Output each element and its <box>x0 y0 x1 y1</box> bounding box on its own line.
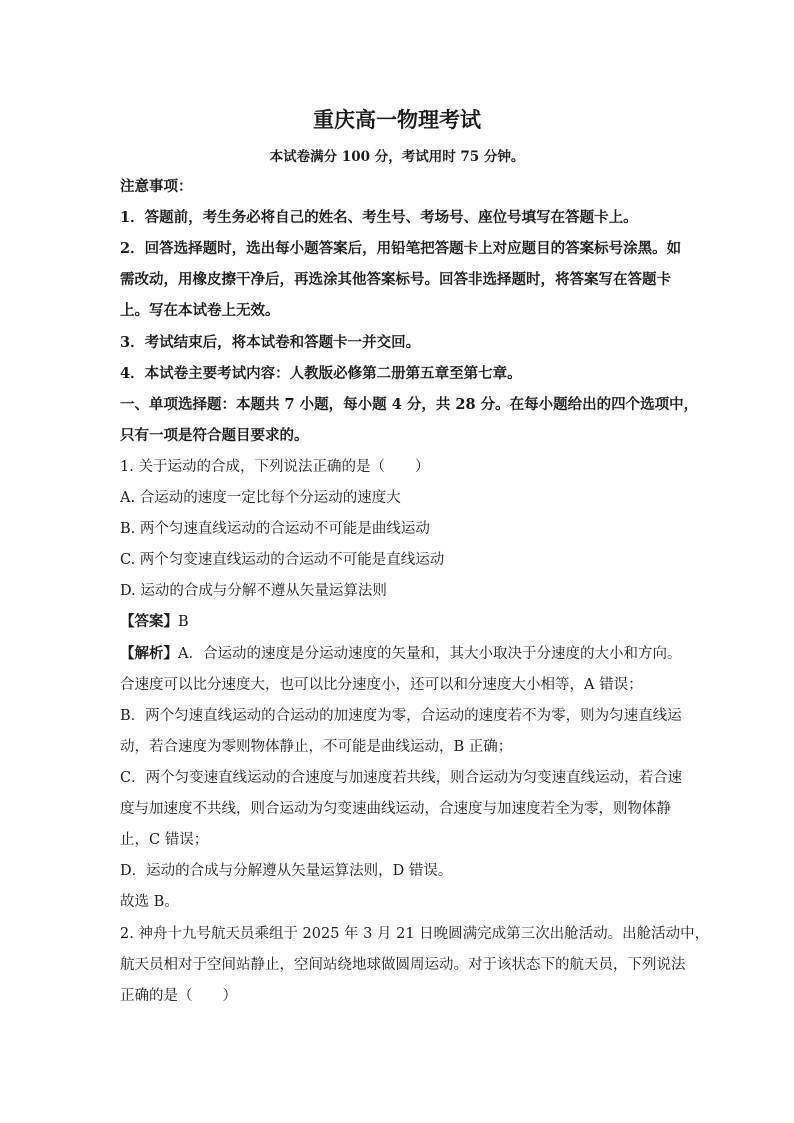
analysis-line-1 <box>120 644 680 664</box>
question-1-stem-close: ） <box>414 459 430 475</box>
note-item-2-line-3: 上。写在本试卷上无效。 <box>120 302 280 319</box>
section-heading-line-2: 只有一项是符合题目要求的。 <box>120 427 309 444</box>
option-b: B. 两个匀速直线运动的合运动不可能是曲线运动 <box>120 521 430 537</box>
analysis-line-4: 动，若合速度为零则物体静止，不可能是曲线运动，B 正确； <box>120 739 513 755</box>
note-item-2-line-2: 需改动，用橡皮擦干净后，再选涂其他答案标号。回答非选择题时，将答案写在答题卡 <box>120 271 671 288</box>
note-item-1: 1．答题前，考生务必将自己的姓名、考生号、考场号、座位号填写在答题卡上。 <box>120 209 638 226</box>
analysis-line-3: B．两个匀速直线运动的合运动的加速度为零，合运动的速度若不为零，则为匀速直线运 <box>120 708 682 724</box>
notes-heading: 注意事项： <box>120 178 193 195</box>
analysis-text-1: A．合运动的速度是分运动速度的矢量和，其大小取决于分速度的大小和方向。 <box>178 646 682 662</box>
analysis-line-8: D．运动的合成与分解遵从矢量运算法则，D 错误。 <box>120 863 453 879</box>
option-a: A. 合运动的速度一定比每个分运动的速度大 <box>120 490 401 506</box>
note-item-2-line-1: 2．回答选择题时，选出每小题答案后，用铅笔把答题卡上对应题目的答案标号涂黑。如 <box>120 240 682 257</box>
analysis-line-5: C．两个匀变速直线运动的合速度与加速度若共线，则合运动为匀变速直线运动，若合速 <box>120 770 683 786</box>
question-1-stem-text: 1. 关于运动的合成，下列说法正确的是（ <box>120 459 385 475</box>
analysis-tag: 【解析】 <box>120 645 178 662</box>
answer-tag: 【答案】 <box>120 613 178 630</box>
page-title: 重庆高一物理考试 <box>313 108 481 132</box>
question-2-stem-close: ） <box>222 988 237 1004</box>
note-item-3: 3．考试结束后，将本试卷和答题卡一并交回。 <box>120 334 421 351</box>
exam-info: 本试卷满分 100 分，考试用时 75 分钟。 <box>269 149 525 165</box>
answer-line <box>120 612 680 632</box>
conclusion: 故选 B。 <box>120 894 179 910</box>
answer-value: B <box>178 614 189 630</box>
analysis-line-2: 合速度可以比分速度大，也可以比分速度小，还可以和分速度大小相等，A 错误； <box>120 677 643 693</box>
analysis-line-6: 度与加速度不共线，则合运动为匀变速曲线运动，合速度与加速度若全为零，则物体静 <box>120 801 671 817</box>
note-item-4: 4．本试卷主要考试内容：人教版必修第二册第五章至第七章。 <box>120 365 522 382</box>
question-2-line-2: 航天员相对于空间站静止，空间站绕地球做圆周运动。对于该状态下的航天员，下列说法 <box>120 957 686 973</box>
question-1-stem <box>120 457 680 477</box>
question-2-line-1: 2. 神舟十九号航天员乘组于 2025 年 3 月 21 日晚圆满完成第三次出舱活动。出舱活动中， <box>120 926 710 942</box>
question-2-line-3 <box>120 986 680 1006</box>
section-heading-line-1: 一、单项选择题：本题共 7 小题，每小题 4 分，共 28 分。在每小题给出的四个选项中， <box>120 396 699 413</box>
analysis-line-7: 止，C 错误； <box>120 832 209 848</box>
question-2-stem-text: 正确的是（ <box>120 988 193 1004</box>
option-d: D. 运动的合成与分解不遵从矢量运算法则 <box>120 583 387 599</box>
option-c: C. 两个匀变速直线运动的合运动不可能是直线运动 <box>120 552 445 568</box>
